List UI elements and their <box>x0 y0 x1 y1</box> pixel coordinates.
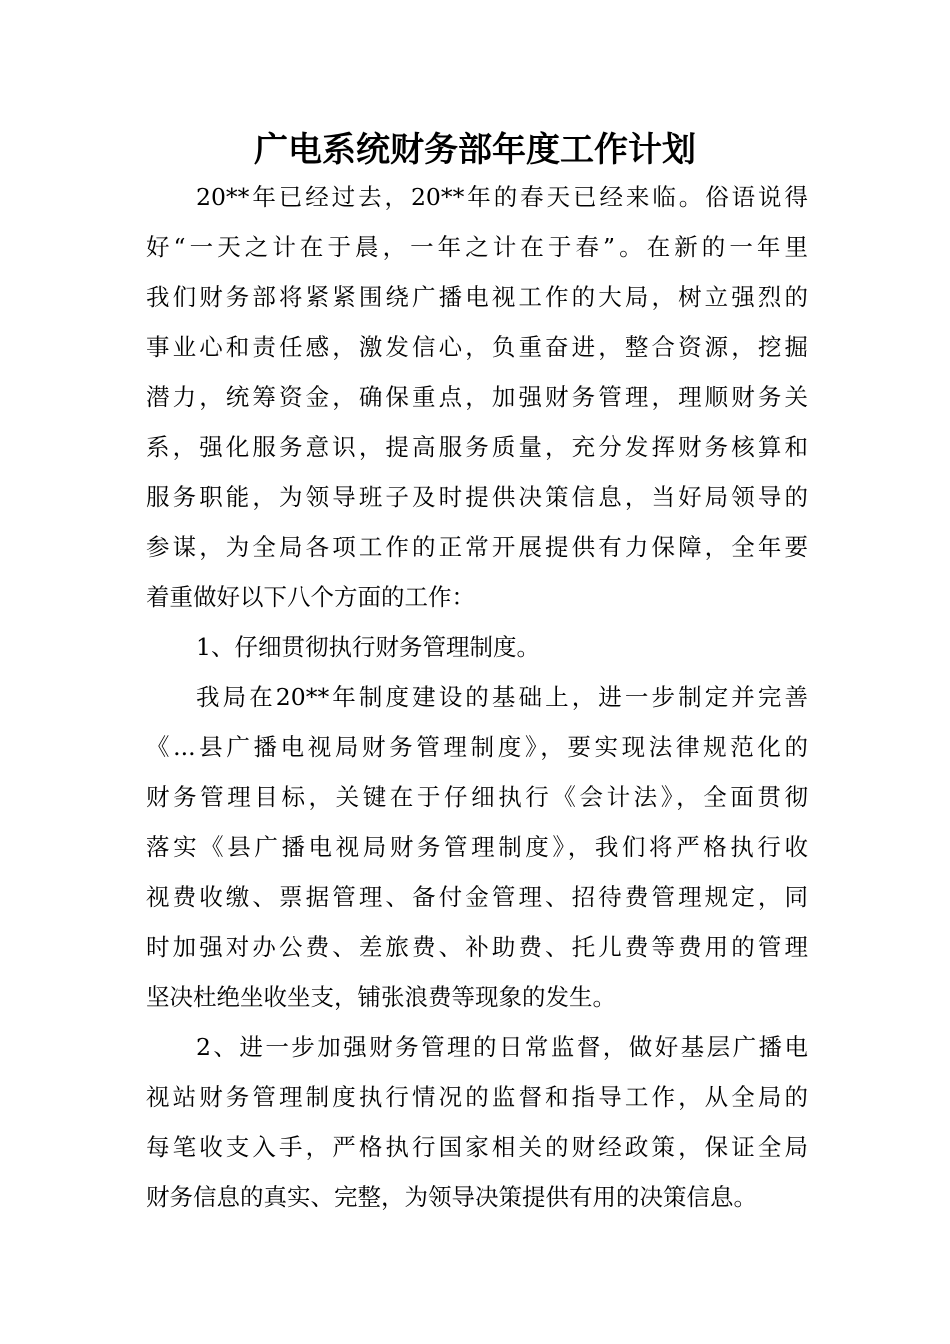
text-line: 着重做好以下八个方面的工作： <box>146 583 475 611</box>
text-line: 好“一天之计在于晨，一年之计在于春”。在新的一年里 <box>146 233 808 261</box>
text-line: 坚决杜绝坐收坐支，铺张浪费等现象的发生。 <box>146 983 616 1011</box>
document-body <box>146 172 808 1222</box>
text-line: 视费收缴、票据管理、备付金管理、招待费管理规定，同 <box>146 883 808 911</box>
text-line: 财务管理目标，关键在于仔细执行《会计法》，全面贯彻 <box>146 783 808 811</box>
text-line: 每笔收支入手，严格执行国家相关的财经政策，保证全局 <box>146 1133 808 1161</box>
text-line: 我局在20**年制度建设的基础上，进一步制定并完善 <box>196 683 808 711</box>
text-line: 落实《县广播电视局财务管理制度》，我们将严格执行收 <box>146 833 808 861</box>
text-line: 《...县广播电视局财务管理制度》，要实现法律规范化的 <box>146 733 808 761</box>
document-title: 广电系统财务部年度工作计划 <box>254 130 696 170</box>
text-line: 1、仔细贯彻执行财务管理制度。 <box>196 633 540 661</box>
text-line: 20**年已经过去，20**年的春天已经来临。俗语说得 <box>196 183 808 211</box>
text-line: 财务信息的真实、完整，为领导决策提供有用的决策信息。 <box>146 1183 757 1211</box>
text-line: 我们财务部将紧紧围绕广播电视工作的大局，树立强烈的 <box>146 283 808 311</box>
text-line: 时加强对办公费、差旅费、补助费、托儿费等费用的管理 <box>146 933 808 961</box>
text-line: 参谋，为全局各项工作的正常开展提供有力保障，全年要 <box>146 533 808 561</box>
text-line: 服务职能，为领导班子及时提供决策信息，当好局领导的 <box>146 483 808 511</box>
text-line: 潜力，统筹资金，确保重点，加强财务管理，理顺财务关 <box>146 383 808 411</box>
text-line: 2、进一步加强财务管理的日常监督，做好基层广播电 <box>196 1033 808 1061</box>
text-line: 系，强化服务意识，提高服务质量，充分发挥财务核算和 <box>146 433 808 461</box>
text-line: 视站财务管理制度执行情况的监督和指导工作，从全局的 <box>146 1083 808 1111</box>
text-line: 事业心和责任感，激发信心，负重奋进，整合资源，挖掘 <box>146 333 808 361</box>
